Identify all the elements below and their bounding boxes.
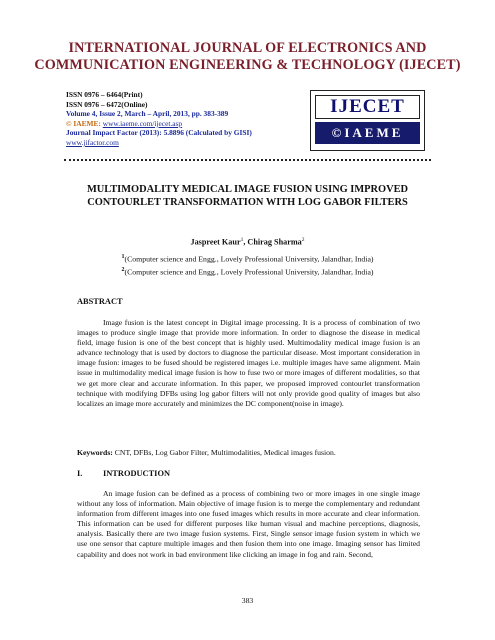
- section-1-number: I.: [77, 469, 83, 478]
- logo-ijecet: IJECET: [315, 95, 420, 119]
- journal-logo: [310, 90, 425, 151]
- section-1-body: [77, 489, 420, 560]
- author-2-sup: 2: [301, 237, 305, 243]
- affiliations: [0, 252, 495, 278]
- keywords: [77, 448, 420, 457]
- affiliation-1-sup: 1: [121, 254, 125, 260]
- authors: [0, 237, 495, 247]
- author-separator: ,: [243, 237, 248, 247]
- affiliation-2: [0, 265, 495, 278]
- iaeme-url-link[interactable]: www.iaeme.com/ijecet.asp: [102, 118, 183, 128]
- paper-title-line1: MULTIMODALITY MEDICAL IMAGE FUSION USING IMPROVED: [86, 184, 409, 195]
- journal-title-line1: INTERNATIONAL JOURNAL OF ELECTRONICS AND: [68, 40, 427, 56]
- section-1-title: INTRODUCTION: [103, 469, 171, 478]
- journal-info-block: [66, 90, 252, 148]
- logo-iaeme: ©IAEME: [315, 122, 420, 144]
- author-1-sup: 1: [240, 237, 244, 243]
- journal-title: [0, 40, 495, 74]
- keywords-label: Keywords:: [77, 448, 113, 457]
- abstract-heading: ABSTRACT: [77, 297, 123, 306]
- abstract-body: [77, 318, 420, 409]
- author-1: Jaspreet Kaur: [190, 237, 241, 247]
- section-1-indent: [77, 489, 103, 498]
- issn-print: ISSN 0976 – 6464(Print): [66, 90, 143, 99]
- page-number: 383: [241, 596, 254, 605]
- iaeme-label: © IAEME:: [66, 118, 101, 128]
- section-1-heading: [77, 469, 170, 478]
- impact-factor: Journal Impact Factor (2013): 5.8896 (Calculated by GISI): [66, 128, 252, 138]
- keywords-text: CNT, DFBs, Log Gabor Filter, Multimodalities, Medical images fusion.: [112, 448, 336, 457]
- volume-info: Volume 4, Issue 2, March – April, 2013, pp. 383-389: [66, 109, 229, 119]
- affiliation-2-sup: 2: [121, 267, 125, 274]
- issn-online: ISSN 0976 – 6472(Online): [66, 99, 148, 109]
- affiliation-2-text: (Computer science and Engg., Lovely Professional University, Jalandhar, India): [124, 267, 374, 277]
- paper-title: [0, 183, 495, 209]
- header-divider: [64, 159, 431, 161]
- author-2: Chirag Sharma: [247, 237, 302, 247]
- paper-title-line2: CONTOURLET TRANSFORMATION WITH LOG GABOR FILTERS: [87, 197, 408, 208]
- section-1-text: An image fusion can be defined as a process of combining two or more images in one single image without any loss of information. Main objective of image fusion is to merge the complementary and redundant information from different images into one fused images which results in more accurate and clear information. This information can be used for different purposes like human visual and machine perceptions, diagnosis, analysis. Basically there are two image fusion systems. First, Single sensor image fusion system in which we use one sensor that capture multiple images and then fusion them into one image. Imaging sensor has limited capability and does not work in bad environment like clicking an image in fog and rain. Second,: [77, 489, 420, 559]
- iaeme-line: [66, 119, 252, 129]
- affiliation-1: [0, 252, 495, 265]
- affiliation-1-text: (Computer science and Engg., Lovely Professional University, Jalandhar, India): [124, 254, 374, 264]
- journal-title-line2: COMMUNICATION ENGINEERING & TECHNOLOGY (IJECET): [34, 57, 461, 73]
- abstract-text: Image fusion is the latest concept in Digital image processing. It is a process of combination of two images to produce single image that provide more information. In order to diagnose the disease in medical field, image fusion is one of the best concept that is highly used. Multimodality medical image fusion is an advance technology that is used by doctors to diagnose the particular disease. Most important consideration in image fusion: images to be fused should be registered images i.e. multiple images have same alignment. Main issue in multimodality medical image fusion is how to fuse two or more images of different modalities, so that we get more clear and accurate information. In this paper, we proposed improved contourlet transformation technique with modifying DFBs using log gabor filters will not only provide good quality of images but also localizes an image more accurately and minimizes the DC component(noise in image).: [77, 318, 420, 408]
- jifactor-url-link[interactable]: www.jifactor.com: [66, 137, 119, 147]
- abstract-indent: [77, 318, 103, 327]
